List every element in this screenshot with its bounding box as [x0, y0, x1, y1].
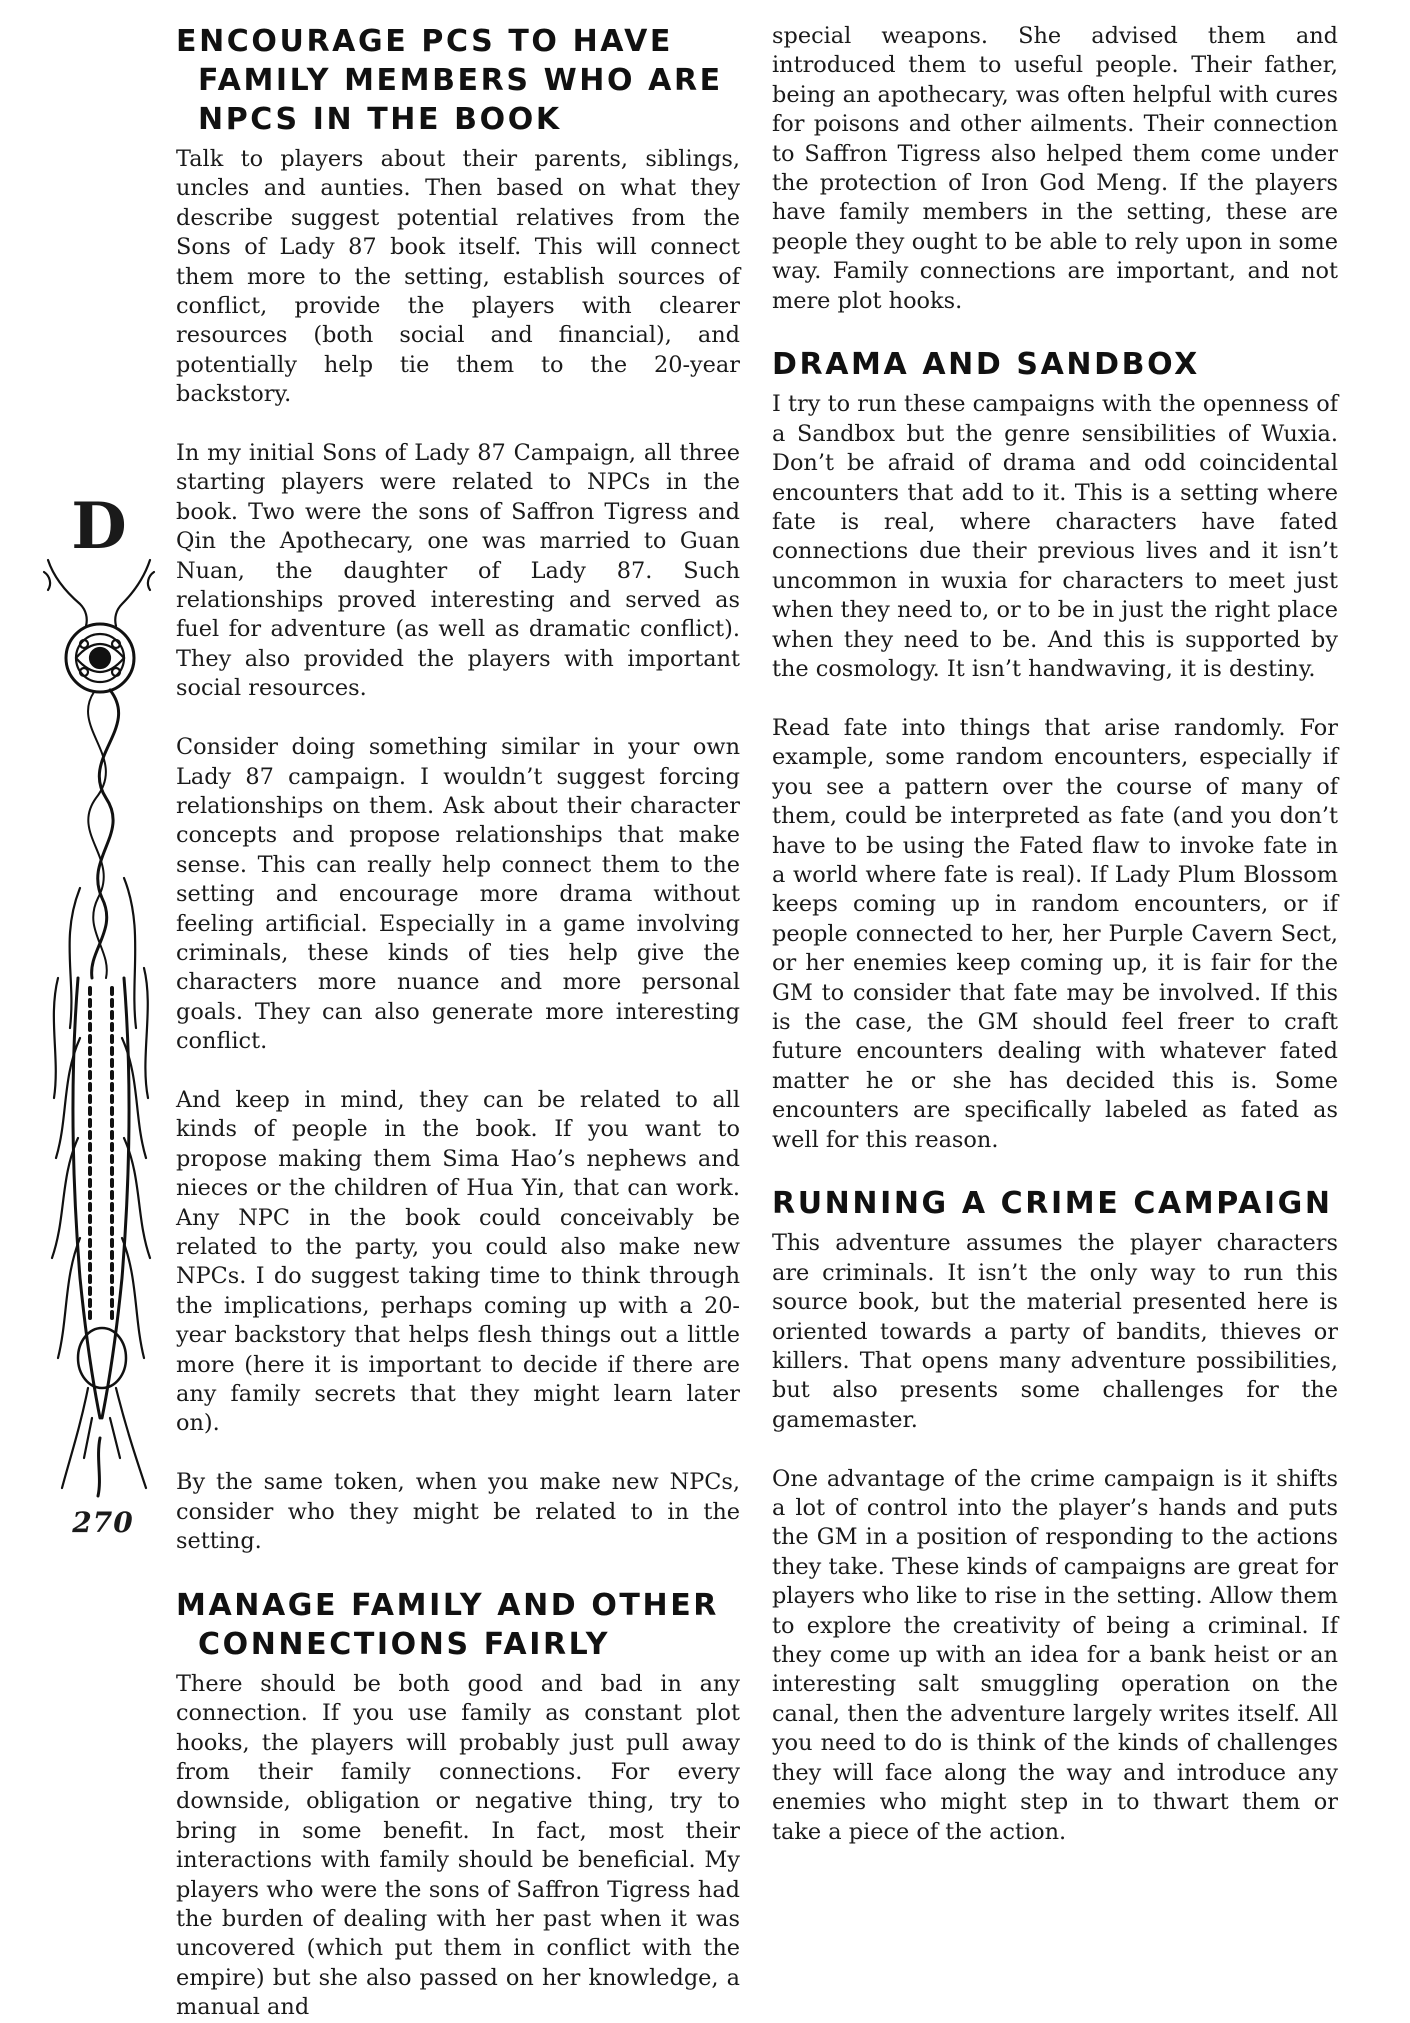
- heading-line: RUNNING A CRIME CAMPAIGN: [772, 1186, 1333, 1222]
- heading-line: ENCOURAGE PCS TO HAVE: [176, 24, 673, 59]
- body-paragraph: Read fate into things that arise randomly. For example, some random encounters, especially if you see a pattern over the course of many of them, could be interpreted as fate (and you don’t have to be using the Fated flaw to invoke fate in a world where fate is real). If Lady Plum Blossom keeps coming up in random encounters, or if people connected to her, her Purple Cavern Sect, or her enemies keep coming up, it is fair for the GM to consider that fate may be involved. If this is the case, the GM should feel freer to craft future encounters dealing with whatever fated matter he or she has decided this is. Some encounters are specifically labeled as fated as well for this reason.: [772, 714, 1338, 1153]
- heading-line: DRAMA AND SANDBOX: [772, 347, 1200, 383]
- page-number: 270: [72, 1506, 134, 1539]
- right-column: [772, 22, 1338, 1847]
- section-heading-manage-family: [176, 1586, 740, 1664]
- heading-line: MANAGE FAMILY AND OTHER: [176, 1587, 719, 1623]
- body-paragraph: This adventure assumes the player characters are criminals. It isn’t the only way to run this source book, but the material presented here is oriented towards a party of bandits, thieves or killers. That opens many adventure possibilities, but also presents some challenges for the gamemaster.: [772, 1230, 1338, 1433]
- dragon-vine-ornament-icon: [40, 558, 160, 1498]
- body-paragraph: In my initial Sons of Lady 87 Campaign, all three starting players were related to NPCs in the book. Two were the sons of Saffron Tigress and Qin the Apothecary, one was married to Guan Nuan, the daughter of Lady 87. Such relationships proved interesting and served as fuel for adventure (as well as dramatic conflict). They also provided the players with important social resources.: [176, 440, 740, 702]
- section-letter: D: [71, 489, 127, 564]
- left-column: [176, 22, 740, 2023]
- body-paragraph: Talk to players about their parents, siblings, uncles and aunties. Then based on what they describe suggest potential relatives from the Sons of Lady 87 book itself. This will connect them more to the setting, establish sources of conflict, provide the players with clearer resources (both social and financial), and potentially help tie them to the 20-year backstory.: [176, 146, 740, 408]
- body-paragraph: And keep in mind, they can be related to all kinds of people in the book. If you want to propose making them Sima Hao’s nephews and nieces or the children of Hua Yin, that can work. Any NPC in the book could conceivably be related to the party, you could also make new NPCs. I do suggest taking time to think through the implications, perhaps coming up with a 20-year backstory that helps flesh things out a little more (here it is important to decide if there are any family secrets that they might learn later on).: [176, 1086, 740, 1437]
- body-paragraph: Consider doing something similar in your own Lady 87 campaign. I wouldn’t suggest forcing relationships on them. Ask about their character concepts and propose relationships that make sense. This can really help connect them to the setting and encourage more drama without feeling artificial. Especially in a game involving criminals, these kinds of ties help give the characters more nuance and more personal goals. They can also generate more interesting conflict.: [176, 734, 740, 1055]
- section-heading-crime-campaign: [772, 1184, 1338, 1223]
- section-heading-drama-sandbox: [772, 345, 1338, 384]
- body-paragraph-continued: special weapons. She advised them and introduced them to useful people. Their father, being an apothecary, was often helpful with cures for poisons and other ailments. Their connection to Saffron Tigress also helped them come under the protection of Iron God Meng. If the players have family members in the setting, these are people they ought to be able to rely upon in some way. Family connections are important, and not mere plot hooks.: [772, 23, 1338, 314]
- body-paragraph: There should be both good and bad in any connection. If you use family as constant plot hooks, the players will probably just pull away from their family connections. For every downside, obligation or negative thing, try to bring in some benefit. In fact, most their interactions with family should be beneficial. My players who were the sons of Saffron Tigress had the burden of dealing with her past when it was uncovered (which put them in conflict with the empire) but she also passed on her knowledge, a manual and: [176, 1670, 740, 2021]
- body-paragraph: By the same token, when you make new NPCs, consider who they might be related to in the setting.: [176, 1469, 740, 1555]
- heading-line: CONNECTIONS FAIRLY: [198, 1626, 611, 1662]
- body-paragraph: One advantage of the crime campaign is it shifts a lot of control into the player’s hands and puts the GM in a position of responding to the actions they take. These kinds of campaigns are great for players who like to rise in the setting. Allow them to explore the creativity of being a criminal. If they come up with an idea for a bank heist or an interesting salt smuggling operation on the canal, then the adventure largely writes itself. All you need to do is think of the kinds of challenges they will face along the way and introduce any enemies who might step in to thwart them or take a piece of the action.: [772, 1465, 1338, 1845]
- section-heading-encourage-pcs: [176, 22, 740, 139]
- heading-line: FAMILY MEMBERS WHO ARE: [198, 63, 723, 98]
- body-paragraph: I try to run these campaigns with the openness of a Sandbox but the genre sensibilities of Wuxia. Don’t be afraid of drama and odd coincidental encounters that add to it. This is a setting where fate is real, where characters have fated connections due their previous lives and it isn’t uncommon in wuxia for characters to meet just when they need to, or to be in just the right place when they need to be. And this is supported by the cosmology. It isn’t handwaving, it is destiny.: [772, 391, 1338, 683]
- heading-line: NPCS IN THE BOOK: [198, 102, 562, 137]
